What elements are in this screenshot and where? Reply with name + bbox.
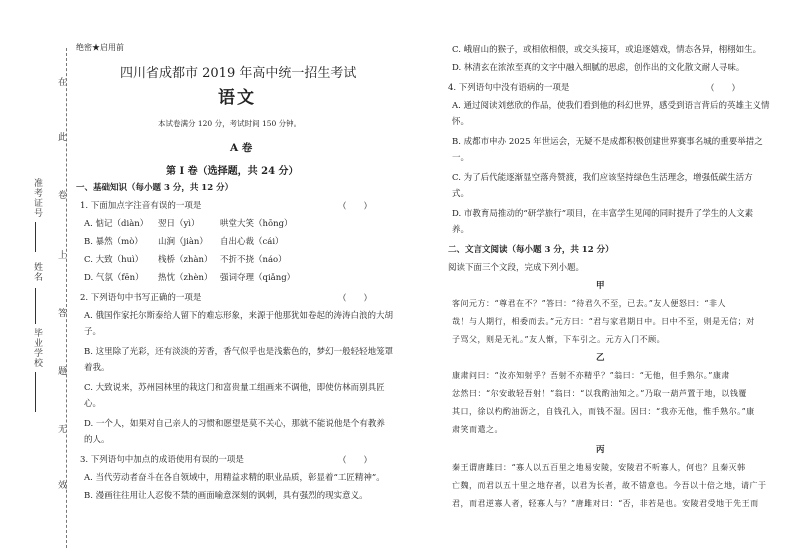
binding-char: 无 <box>58 425 68 435</box>
school-line <box>35 372 36 412</box>
binding-strip <box>0 0 88 560</box>
q2-line: C. 大致说来，苏州园林里的栽这门和富贵量工组画来不调他，即使仿林而别具匠 <box>84 383 385 393</box>
q2-line: 着我。 <box>84 363 110 373</box>
answer-bracket: （ ） <box>706 84 741 94</box>
school-label: 毕业学校 <box>32 328 42 368</box>
answer-bracket: （ ） <box>338 202 373 212</box>
name-label: 姓名 <box>32 262 42 282</box>
section-2-title: 二、文言文阅读（每小题 3 分，共 12 分） <box>448 245 614 255</box>
binding-char: 此 <box>58 133 68 143</box>
q1-option-c-1: C. 大致（huì） <box>84 255 144 265</box>
q2-line: B. 这里除了光彩，还有淡淡的芳香，香气似乎也是浅紫色的，梦幻一般轻轻地笼罩 <box>84 347 394 357</box>
q2-line: A. 俄国作家托尔斯泰给人留下的难忘形象，来源于他那犹如卷起的涛涛白浪的大胡 <box>84 311 394 321</box>
q1-option-d-2: 热忱（zhèn） <box>158 273 213 283</box>
passage-yi-line: 其口，徐以杓酌油沥之，自钱孔入，而钱不湿。因曰：“我亦无他，惟手熟尔。”康 <box>452 407 755 416</box>
passage-yi-line: 康肃问曰：“汝亦知射乎？吾射不亦精乎？”翁曰：“无他，但手熟尔。”康肃 <box>452 371 730 380</box>
passage-jia-line: 哉！与人期行，相委而去。”元方曰：“君与家君期日中。日中不至，则是无信；对 <box>452 317 755 326</box>
binding-dashed-line <box>66 48 67 548</box>
q1-option-b-1: B. 暴然（mò） <box>84 237 143 247</box>
q1-option-b-2: 山涧（jiàn） <box>158 237 208 247</box>
passage-bing-label: 丙 <box>596 445 605 455</box>
binding-char: 在 <box>58 78 68 88</box>
q3-line: C. 峨眉山的猴子，或相依相偎，或交头接耳，或追逐嬉戏，情态各异，栩栩如生。 <box>452 45 762 55</box>
passage-yi-line: 忿然曰：“尔安敢轻吾射！”翁曰：“以我酌油知之。”乃取一葫芦置于地，以钱覆 <box>452 389 747 398</box>
question-4: 4. 下列语句中没有语病的一项是 <box>448 83 570 93</box>
q4-line: 一。 <box>452 153 470 163</box>
binding-char: 题 <box>58 367 68 377</box>
q4-line: 怀。 <box>452 117 470 127</box>
q3-line: A. 当代劳动者奋斗在各自领域中，用精益求精的职业品质，彰显着“工匠精神”。 <box>84 473 385 483</box>
q1-option-d-3: 强词夺理（qiǎng） <box>220 273 296 283</box>
passage-yi-line: 肃笑而遣之。 <box>452 425 503 434</box>
q1-option-b-3: 自出心裁（cái） <box>220 237 284 247</box>
exam-title: 四川省成都市 2019 年高中统一招生考试 <box>120 66 357 81</box>
answer-bracket: （ ） <box>338 456 373 466</box>
q4-line: 式。 <box>452 189 470 199</box>
passage-yi-label: 乙 <box>596 353 605 363</box>
exam-note: 本试卷满分 120 分，考试时间 150 分钟。 <box>158 119 302 128</box>
exam-number-label: 准考证号 <box>32 178 42 218</box>
q4-line: C. 为了后代能逐渐显空落舟赞渡，我们应该坚持绿色生活理念，增强低碳生活方 <box>452 173 753 183</box>
q1-option-a-2: 翌日（yì） <box>158 219 200 229</box>
question-2: 2. 下列语句中书写正确的一项是 <box>80 293 202 303</box>
q3-line: B. 漫画往往用让人忍俊不禁的画面喻意深刻的讽刺，具有强烈的现实意义。 <box>84 491 368 501</box>
q3-line: D. 林清玄在浓浓至真的文字中融入细腻的思虑，创作出的文化散文耐人寻味。 <box>452 63 745 73</box>
q1-option-a-3: 哄堂大笑（hōng） <box>220 219 293 229</box>
passage-jia-label: 甲 <box>596 281 605 291</box>
q1-option-d-1: D. 气氛（fēn） <box>84 273 144 283</box>
binding-char: 卷 <box>58 191 68 201</box>
passage-bing-line: 秦王谓唐雎曰：“寡人以五百里之地易安陵，安陵君不听寡人，何也？且秦灭韩 <box>452 463 746 472</box>
passage-bing-line: 亡魏，而君以五十里之地存者，以君为长者，故不错意也。今吾以十倍之地，请广于 <box>452 481 767 490</box>
q1-option-c-2: 栈桥（zhàn） <box>158 255 213 265</box>
part-1-title: 第 I 卷（选择题，共 24 分） <box>166 166 299 177</box>
q2-line: 子。 <box>84 327 102 337</box>
confidential-mark: 绝密★启用前 <box>76 43 124 52</box>
q4-line: B. 成都市申办 2025 年世运会，无疑不是成都积极创建世界赛事名城的重要举措之 <box>452 137 763 147</box>
q1-option-c-3: 不折不挠（náo） <box>220 255 287 265</box>
q4-line: D. 市教育局推动的“研学旅行”项目，在丰富学生见闻的同时提升了学生的人文素 <box>452 209 754 219</box>
q4-line: A. 通过阅读刘慈欣的作品，使我们看到他的科幻世界，感受到语言背后的英雄主义情 <box>452 101 770 111</box>
question-1: 1. 下面加点字注音有误的一项是 <box>80 201 202 211</box>
q2-line: D. 一个人，如果对自己亲人的习惯和愿望是莫不关心，那就不能说他是个有教养 <box>84 419 385 429</box>
reading-intro: 阅读下面三个文段，完成下列小题。 <box>448 263 585 273</box>
question-3: 3. 下列语句中加点的成语使用有误的一项是 <box>80 455 244 465</box>
binding-char: 上 <box>58 251 68 261</box>
binding-char: 答 <box>58 309 68 319</box>
answer-bracket: （ ） <box>338 294 373 304</box>
section-1-title: 一、基础知识（每小题 3 分，共 12 分） <box>76 183 234 193</box>
subject-title: 语文 <box>218 88 256 108</box>
binding-char: 效 <box>58 481 68 491</box>
exam-number-line <box>35 222 36 252</box>
q1-option-a-1: A. 惦记（diàn） <box>84 219 149 229</box>
passage-jia-line: 客问元方：“尊君在不？”答曰：“待君久不至，已去。”友人便怒曰：“非人 <box>452 299 726 308</box>
passage-bing-line: 君，而君逆寡人者，轻寡人与？”唐雎对曰：“否，非若是也。安陵君受地于先王而 <box>452 499 759 508</box>
q2-line: 心。 <box>84 399 102 409</box>
name-line <box>35 288 36 324</box>
volume-a: A 卷 <box>230 142 253 154</box>
passage-jia-line: 子骂父，则是无礼。”友人惭，下车引之。元方入门不顾。 <box>452 335 666 344</box>
q4-line: 养。 <box>452 225 470 235</box>
q2-line: 的人。 <box>84 435 110 445</box>
